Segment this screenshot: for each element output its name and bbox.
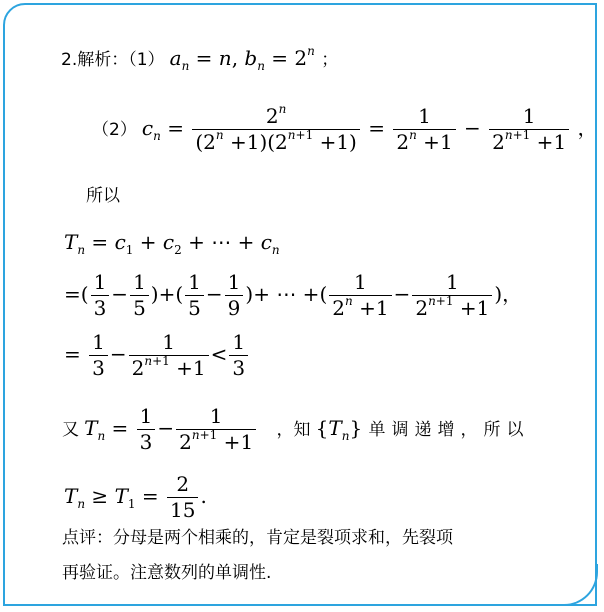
part2-formula: $c_n$ = $\frac{2^n}{(2^n +1)(2^{n+1} +1)}$ = $\frac{1}{2^n +1}$ − $\frac{1}{2^{n+1} +1}$ ，: [141, 102, 598, 154]
part2-line: [92, 104, 598, 155]
tn-expansion: =( $\frac{1}{3}$ − $\frac{1}{5}$ )+( $\frac{1}{5}$ − $\frac{1}{9}$ )+ ⋯ +( $\frac{1}{2^n +1}$ − $\frac{1}{2^{n+1} +1}$ )，: [64, 270, 523, 320]
comment-line-2: 再验证。注意数列的单调性.: [62, 563, 272, 583]
tn-definition: $T_n = c_1 + c_2$ + ⋯ + $c_n$: [64, 230, 280, 257]
part1-formula: $a_n = n$, $b_n = 2^n$: [169, 44, 315, 73]
tn-result: = $\frac{1}{3}$ − $\frac{1}{2^{n+1} +1}$ < $\frac{1}{3}$: [64, 330, 250, 381]
dandiao-text: 单调递增，所以: [368, 420, 530, 440]
final-result: $T_n \ge T_1$ = $\frac{2}{15}$ .: [64, 472, 207, 522]
part1-line: 2.解析：（1） $a_n = n$, $b_n = 2^n$ ；: [61, 44, 339, 73]
you-text: 又: [62, 420, 79, 440]
comment-line-1: 点评：分母是两个相乘的，肯定是裂项求和，先裂项: [62, 528, 453, 548]
suoyi-text: 所以: [86, 186, 120, 206]
zhi-text: ，知: [276, 420, 311, 440]
problem-label: 2.解析：（1）: [61, 50, 165, 70]
part2-label: （2）: [92, 120, 137, 140]
monotonic-line: 又 $T_n$ = $\frac{1}{3}$ − $\frac{1}{2^{n+1} +1}$ ，知 $\{T_n\}$ 单调递增，所以: [62, 404, 530, 454]
